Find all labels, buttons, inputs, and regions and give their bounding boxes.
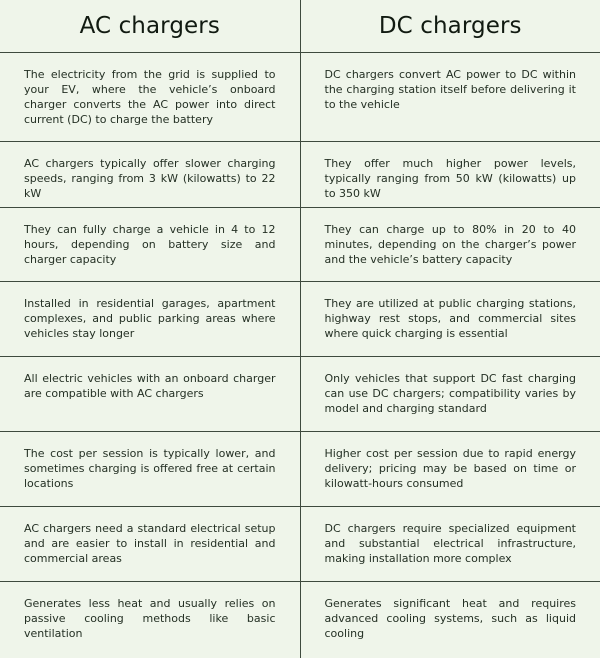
ac-cell-text: All electric vehicles with an onboard charger are compatible with AC chargers [24,371,276,401]
table-row [0,142,600,208]
table-row [0,507,600,582]
dc-cell [300,282,600,357]
ac-cell [0,142,300,208]
dc-cell-text: DC chargers convert AC power to DC within the charging station itself before delivering it to the vehicle [325,67,577,112]
table-row [0,282,600,357]
dc-cell [300,507,600,582]
dc-cell [300,208,600,282]
ac-cell-text: The cost per session is typically lower, and sometimes charging is offered free at certain locations [24,446,276,491]
header-row [0,0,600,53]
ac-cell [0,432,300,507]
ac-cell-text: Installed in residential garages, apartment complexes, and public parking areas where vehicles stay longer [24,296,276,341]
dc-chargers-header: DC chargers [300,0,600,53]
ac-cell-text: The electricity from the grid is supplied to your EV, where the vehicle’s onboard charger converts the AC power into direct current (DC) to charge the battery [24,67,276,127]
table-row [0,582,600,658]
ac-cell [0,357,300,432]
dc-cell [300,582,600,658]
dc-cell-text: Generates significant heat and requires advanced cooling systems, such as liquid cooling [325,596,577,641]
dc-cell [300,142,600,208]
ac-chargers-header: AC chargers [0,0,300,53]
dc-cell [300,357,600,432]
dc-cell-text: They offer much higher power levels, typically ranging from 50 kW (kilowatts) up to 350 kW [325,156,577,201]
dc-cell-text: They can charge up to 80% in 20 to 40 minutes, depending on the charger’s power and the vehicle’s battery capacity [325,222,577,267]
ac-cell [0,507,300,582]
ac-cell-text: AC chargers typically offer slower charging speeds, ranging from 3 kW (kilowatts) to 22 kW [24,156,276,201]
ac-cell-text: They can fully charge a vehicle in 4 to 12 hours, depending on battery size and charger capacity [24,222,276,267]
table-row [0,208,600,282]
dc-cell-text: Higher cost per session due to rapid energy delivery; pricing may be based on time or kilowatt-hours consumed [325,446,577,491]
table-row [0,357,600,432]
dc-cell-text: DC chargers require specialized equipment and substantial electrical infrastructure, making installation more complex [325,521,577,566]
ac-cell-text: AC chargers need a standard electrical setup and are easier to install in residential and commercial areas [24,521,276,566]
dc-cell [300,432,600,507]
ac-cell [0,208,300,282]
table-row [0,53,600,142]
ac-cell [0,582,300,658]
dc-cell-text: They are utilized at public charging stations, highway rest stops, and commercial sites where quick charging is essential [325,296,577,341]
dc-cell [300,53,600,142]
ac-cell-text: Generates less heat and usually relies on passive cooling methods like basic ventilation [24,596,276,641]
ac-cell [0,53,300,142]
ac-cell [0,282,300,357]
table-row [0,432,600,507]
dc-cell-text: Only vehicles that support DC fast charging can use DC chargers; compatibility varies by model and charging standard [325,371,577,416]
